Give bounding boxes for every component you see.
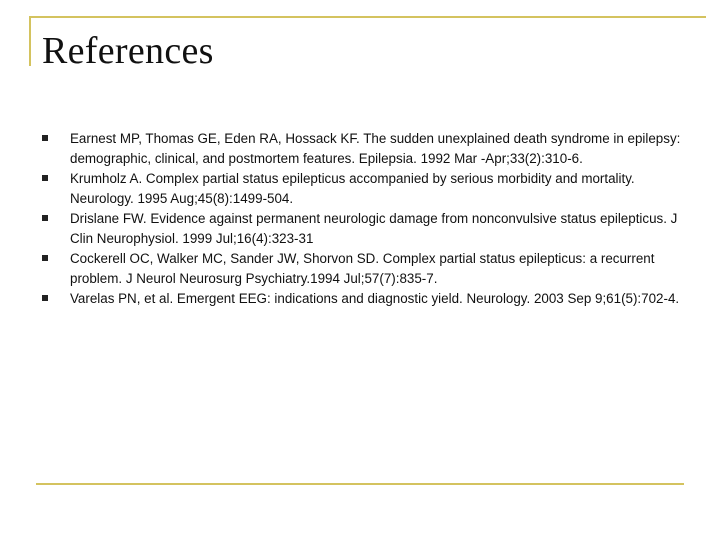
square-bullet-icon <box>42 295 48 301</box>
reference-text: Varelas PN, et al. Emergent EEG: indications and diagnostic yield. Neurology. 2003 Sep 9;61(5):702-4. <box>70 291 680 306</box>
left-divider <box>29 16 31 66</box>
reference-list <box>42 129 692 309</box>
top-divider <box>29 16 706 18</box>
reference-text: Earnest MP, Thomas GE, Eden RA, Hossack KF. The sudden unexplained death syndrome in epilepsy: demographic, clinical, and postmortem features. Epilepsia. 1992 Mar -Apr;33(2):310-6. <box>70 131 681 166</box>
reference-item-1 <box>42 129 692 169</box>
bottom-divider <box>36 483 684 485</box>
reference-text: Cockerell OC, Walker MC, Sander JW, Shorvon SD. Complex partial status epilepticus: a recurrent problem. J Neurol Neurosurg Psychiatry.1994 Jul;57(7):835-7. <box>70 251 655 286</box>
reference-item-3 <box>42 209 692 249</box>
square-bullet-icon <box>42 215 48 221</box>
reference-text: Drislane FW. Evidence against permanent neurologic damage from nonconvulsive status epilepticus. J Clin Neurophysiol. 1999 Jul;16(4):323-31 <box>70 211 678 246</box>
square-bullet-icon <box>42 135 48 141</box>
reference-item-4 <box>42 249 692 289</box>
reference-item-2 <box>42 169 692 209</box>
reference-item-5 <box>42 289 692 309</box>
square-bullet-icon <box>42 255 48 261</box>
reference-text: Krumholz A. Complex partial status epilepticus accompanied by serious morbidity and mortality. Neurology. 1995 Aug;45(8):1499-504. <box>70 171 635 206</box>
slide-title: References <box>42 30 214 72</box>
square-bullet-icon <box>42 175 48 181</box>
